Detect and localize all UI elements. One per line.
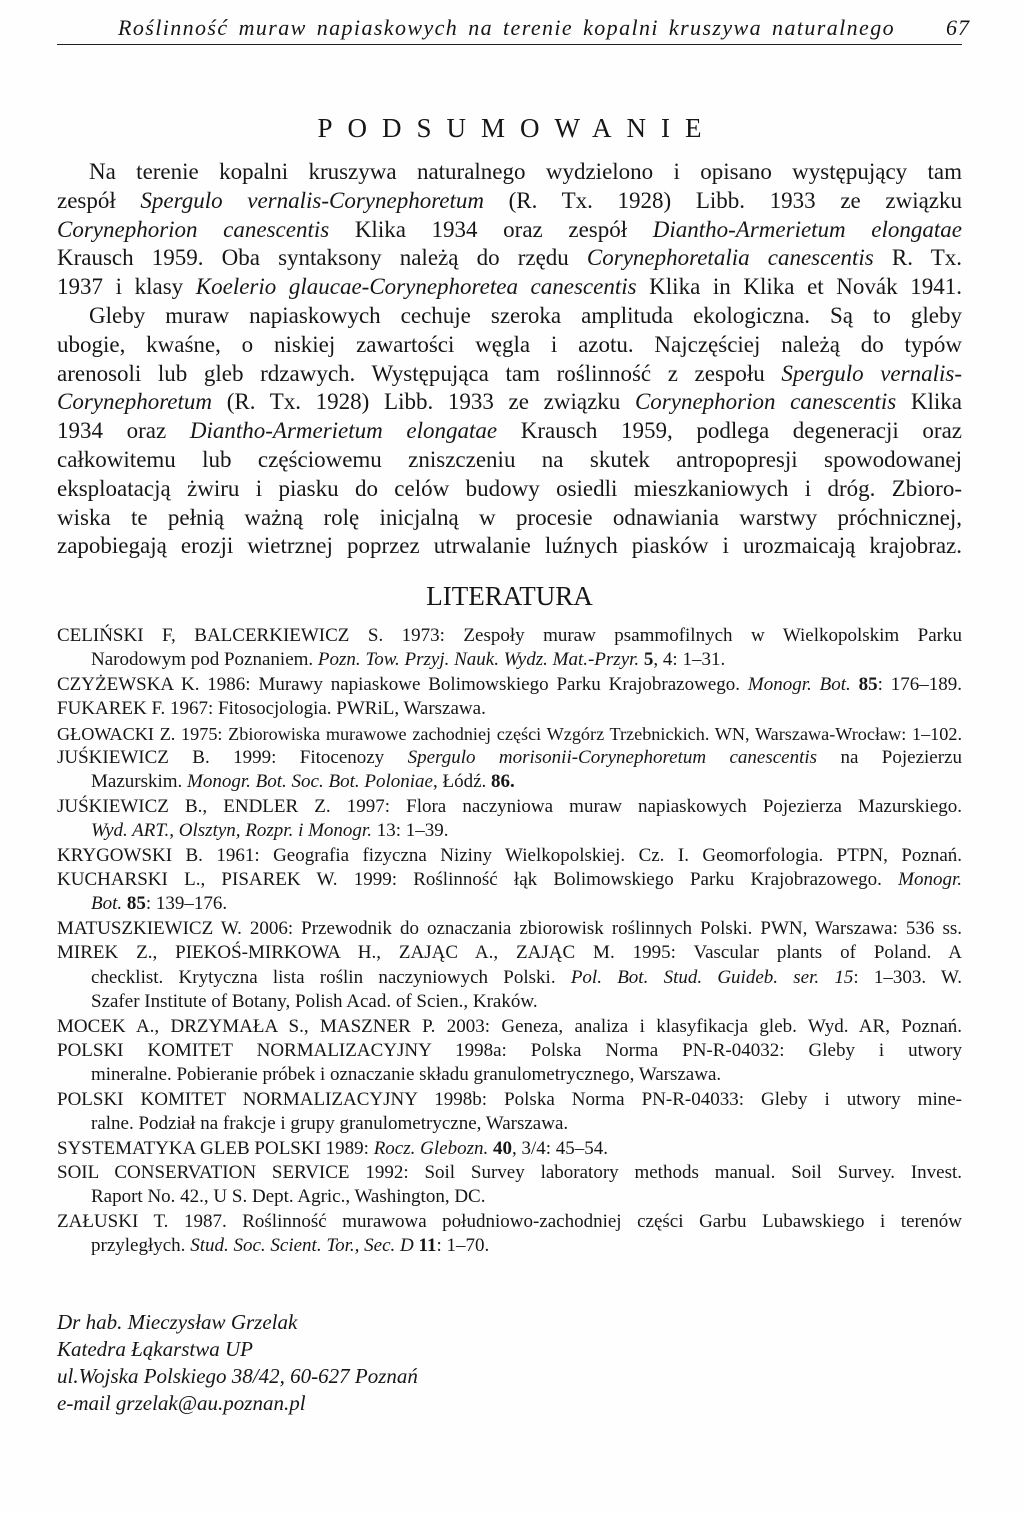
italic-text: Koelerio glaucae-Corynephoretea canescentis (195, 274, 637, 300)
text-run: KUCHARSKI L., PISAREK W. 1999: Roślinność łąk Bolimowskiego Parku Krajobrazowego. (57, 869, 899, 891)
bold-text: 40 (492, 1137, 512, 1159)
reference-line (57, 1088, 962, 1112)
text-run: przyległych. (91, 1235, 191, 1257)
italic-text: Monogr. Bot. Soc. Bot. Poloniae (187, 771, 433, 793)
reference-line (57, 1161, 962, 1185)
reference-entry (57, 1210, 962, 1259)
text-run: ZAŁUSKI T. 1987. Roślinność murawowa południowo-zachodniej części Garbu Lubawskiego i terenów (57, 1210, 962, 1232)
reference-line (57, 1039, 962, 1063)
italic-text: Spergulo vernalis-Corynephoretum (140, 187, 485, 213)
text-run: , Łódź. (432, 771, 492, 793)
reference-line (57, 917, 962, 941)
reference-continuation-line (57, 648, 962, 672)
text-run: checklist. Krytyczna lista roślin naczyniowych Polski. (91, 966, 571, 988)
text-run: Klika (896, 389, 962, 415)
text-run: zespół (57, 187, 141, 213)
text-run: MATUSZKIEWICZ W. 2006: Przewodnik do oznaczania zbiorowisk roślinnych Polski. PWN, Warszawa: 536 ss. (57, 917, 962, 939)
italic-text: Corynephoretalia canescentis (586, 245, 874, 271)
reference-line (57, 1015, 962, 1039)
reference-list (57, 624, 962, 1259)
text-run: FUKAREK F. 1967: Fitosocjologia. PWRiL, Warszawa. (57, 698, 486, 720)
author-department: Katedra Łąkarstwa UP (57, 1337, 254, 1361)
italic-text: Monogr. (898, 869, 962, 891)
bold-text: 86. (491, 771, 515, 793)
reference-continuation-line (57, 819, 962, 843)
italic-text: Wyd. ART., Olsztyn, Rozpr. i Monogr. (91, 820, 372, 842)
text-run: ralne. Podział na frakcje i grupy granulometryczne, Warszawa. (91, 1113, 569, 1135)
text-run: Krausch 1959, podlega degeneracji oraz (497, 418, 962, 444)
italic-text: Corynephoretum (57, 389, 213, 415)
text-run: zapobiegają erozji wietrznej poprzez utrwalanie luźnych piasków i urozmaicają krajobraz. (57, 533, 962, 559)
text-run: , 3/4: 45–54. (511, 1137, 609, 1159)
text-run: 1934 oraz (57, 418, 190, 444)
text-run: MIREK Z., PIEKOŚ-MIRKOWA H., ZAJĄC A., ZAJĄC M. 1995: Vascular plants of Poland. A (57, 942, 962, 964)
reference-line (57, 868, 962, 892)
text-run: : 1–70. (436, 1235, 490, 1257)
reference-line (57, 673, 962, 697)
running-title: Roślinność muraw napiaskowych na terenie kopalni kruszywa naturalnego (118, 15, 895, 40)
text-run: GŁOWACKI Z. 1975: Zbiorowiska murawowe zachodniej części Wzgórz Trzebnickich. WN, Warszawa-Wrocław: 1–102. (57, 723, 962, 744)
italic-text: Corynephorion canescentis (634, 389, 897, 415)
reference-line (57, 746, 962, 770)
reference-entry (57, 1137, 962, 1161)
reference-continuation-line (57, 990, 962, 1014)
author-email: e-mail grzelak@au.poznan.pl (57, 1391, 306, 1415)
reference-entry (57, 1161, 962, 1210)
italic-text: Diantho-Armerietum elongatae (652, 216, 962, 242)
summary-line (57, 244, 962, 273)
reference-line (57, 844, 962, 868)
reference-continuation-line (57, 770, 962, 794)
reference-entry (57, 844, 962, 868)
italic-text: Stud. Soc. Scient. Tor., Sec. D (190, 1235, 419, 1257)
text-run: CZYŻEWSKA K. 1986: Murawy napiaskowe Bolimowskiego Parku Krajobrazowego. (57, 673, 748, 695)
text-run: Szafer Institute of Botany, Polish Acad. of Scien., Kraków. (91, 991, 538, 1013)
text-run: : 139–176. (145, 893, 228, 915)
reference-entry (57, 941, 962, 1014)
text-run: Na terenie kopalni kruszywa naturalnego wydzielono i opisano występujący tam (89, 159, 962, 184)
text-run: Raport No. 42., U S. Dept. Agric., Washington, DC. (91, 1186, 486, 1208)
text-run: (R. Tx. 1928) Libb. 1933 ze związku (212, 389, 635, 415)
text-run: 1937 i klasy (57, 274, 196, 300)
bold-text: 85 (126, 893, 146, 915)
running-header (57, 12, 970, 45)
reference-line (57, 697, 962, 721)
reference-entry (57, 868, 962, 917)
text-run: mineralne. Pobieranie próbek i oznaczanie składu granulometrycznego, Warszawa. (91, 1064, 722, 1086)
reference-continuation-line (57, 1185, 962, 1209)
text-run: Klika in Klika et Novák 1941. (636, 274, 962, 300)
reference-entry (57, 917, 962, 941)
reference-entry (57, 673, 962, 697)
summary-paragraph (57, 158, 962, 302)
summary-line (57, 158, 962, 187)
summary-line (57, 504, 962, 533)
italic-text: Spergulo vernalis- (781, 360, 962, 386)
summary-line (57, 532, 962, 561)
italic-text: Bot. (91, 893, 127, 915)
reference-entry (57, 1015, 962, 1039)
italic-text: Corynephorion canescentis (57, 216, 330, 242)
reference-entry (57, 697, 962, 721)
text-run: POLSKI KOMITET NORMALIZACYJNY 1998a: Polska Norma PN-R-04032: Gleby i utwory (57, 1039, 962, 1061)
text-run: JUŚKIEWICZ B., ENDLER Z. 1997: Flora naczyniowa muraw napiaskowych Pojezierza Mazurskiego. (57, 795, 962, 817)
italic-text: Rocz. Glebozn. (373, 1137, 493, 1159)
text-run: : 176–189. (877, 673, 963, 695)
text-run: ubogie, kwaśne, o niskiej zawartości węgla i azotu. Najczęściej należą do typów (57, 331, 962, 357)
summary-line (57, 417, 962, 446)
italic-text: Diantho-Armerietum elongatae (189, 418, 498, 444)
text-run: MOCEK A., DRZYMAŁA S., MASZNER P. 2003: Geneza, analiza i klasyfikacja gleb. Wyd. AR, Poznań. (57, 1015, 962, 1037)
summary-line (57, 302, 962, 331)
summary-line (57, 216, 962, 245)
italic-text: Spergulo morisonii-Corynephoretum canescentis (407, 747, 818, 769)
page-number: 67 (946, 15, 970, 40)
summary-heading: PODSUMOWANIE (317, 113, 717, 143)
reference-continuation-line (57, 1112, 962, 1136)
reference-line (57, 795, 962, 819)
author-street: ul.Wojska Polskiego 38/42, 60-627 Poznań (57, 1364, 418, 1388)
italic-text: Pozn. Tow. Przyj. Nauk. Wydz. Mat.-Przyr. (317, 649, 644, 671)
text-run: całkowitemu lub częściowemu zniszczeniu na skutek antropopresji spowodowanej (57, 446, 962, 472)
text-run: , 4: 1–31. (653, 649, 726, 671)
author-address (57, 1309, 962, 1417)
reference-entry (57, 624, 962, 673)
text-run: Klika 1934 oraz zespół (329, 216, 653, 242)
text-run: wiska te pełnią ważną rolę inicjalną w procesie odnawiania warstwy próchnicznej, (57, 504, 962, 530)
summary-line (57, 331, 962, 360)
italic-text: Monogr. Bot. (747, 673, 859, 695)
reference-entry (57, 1039, 962, 1088)
reference-entry (57, 746, 962, 795)
text-run: KRYGOWSKI B. 1961: Geografia fizyczna Niziny Wielkopolskiej. Cz. I. Geomorfologia. PTPN, Poznań. (57, 844, 962, 866)
author-name: Dr hab. Mieczysław Grzelak (57, 1310, 298, 1334)
text-run: eksploatacją żwiru i piasku do celów budowy osiedli mieszkaniowych i dróg. Zbioro- (57, 475, 962, 501)
summary-line (57, 360, 962, 389)
reference-line (57, 1210, 962, 1234)
text-run: SYSTEMATYKA GLEB POLSKI 1989: (57, 1137, 374, 1159)
reference-entry (57, 1088, 962, 1137)
text-run: Mazurskim. (91, 771, 188, 793)
reference-continuation-line (57, 1234, 962, 1258)
reference-entry (57, 795, 962, 844)
text-run: (R. Tx. 1928) Libb. 1933 ze związku (484, 187, 963, 213)
reference-line (57, 624, 962, 648)
bold-text: 85 (858, 673, 878, 695)
summary-line (57, 273, 962, 302)
reference-entry (57, 722, 962, 746)
text-run: JUŚKIEWICZ B. 1999: Fitocenozy (57, 747, 408, 769)
summary-line (57, 187, 962, 216)
text-run: arenosoli lub gleb rdzawych. Występująca tam roślinność z zespołu (57, 360, 782, 386)
summary-line (57, 388, 962, 417)
reference-line (57, 722, 962, 746)
reference-continuation-line (57, 892, 962, 916)
text-run: R. Tx. (873, 245, 962, 271)
reference-continuation-line (57, 966, 962, 990)
literature-heading: LITERATURA (426, 581, 593, 611)
text-run: Narodowym pod Poznaniem. (91, 649, 318, 671)
summary-paragraph (57, 302, 962, 561)
text-run: Krausch 1959. Oba syntaksony należą do rzędu (57, 245, 587, 271)
text-run: Gleby muraw napiaskowych cechuje szeroka amplituda ekologiczna. Są to gleby (89, 302, 962, 328)
summary-line (57, 446, 962, 475)
text-run: POLSKI KOMITET NORMALIZACYJNY 1998b: Polska Norma PN-R-04033: Gleby i utwory mine- (57, 1088, 962, 1110)
text-run: : 1–303. W. (853, 966, 962, 988)
reference-line (57, 941, 962, 965)
italic-text: Pol. Bot. Stud. Guideb. ser. 15 (570, 966, 854, 988)
text-run: na Pojezierzu (817, 747, 962, 769)
bold-text: 5 (643, 649, 654, 671)
text-run: 13: 1–39. (371, 820, 449, 842)
summary-line (57, 475, 962, 504)
reference-line (57, 1137, 962, 1161)
text-run: CELIŃSKI F, BALCERKIEWICZ S. 1973: Zespoły muraw psammofilnych w Wielkopolskim Parku (57, 625, 962, 646)
text-run: SOIL CONSERVATION SERVICE 1992: Soil Survey laboratory methods manual. Soil Survey. Invest. (57, 1161, 962, 1183)
bold-text: 11 (418, 1235, 437, 1257)
summary-body (57, 158, 962, 561)
reference-continuation-line (57, 1063, 962, 1087)
